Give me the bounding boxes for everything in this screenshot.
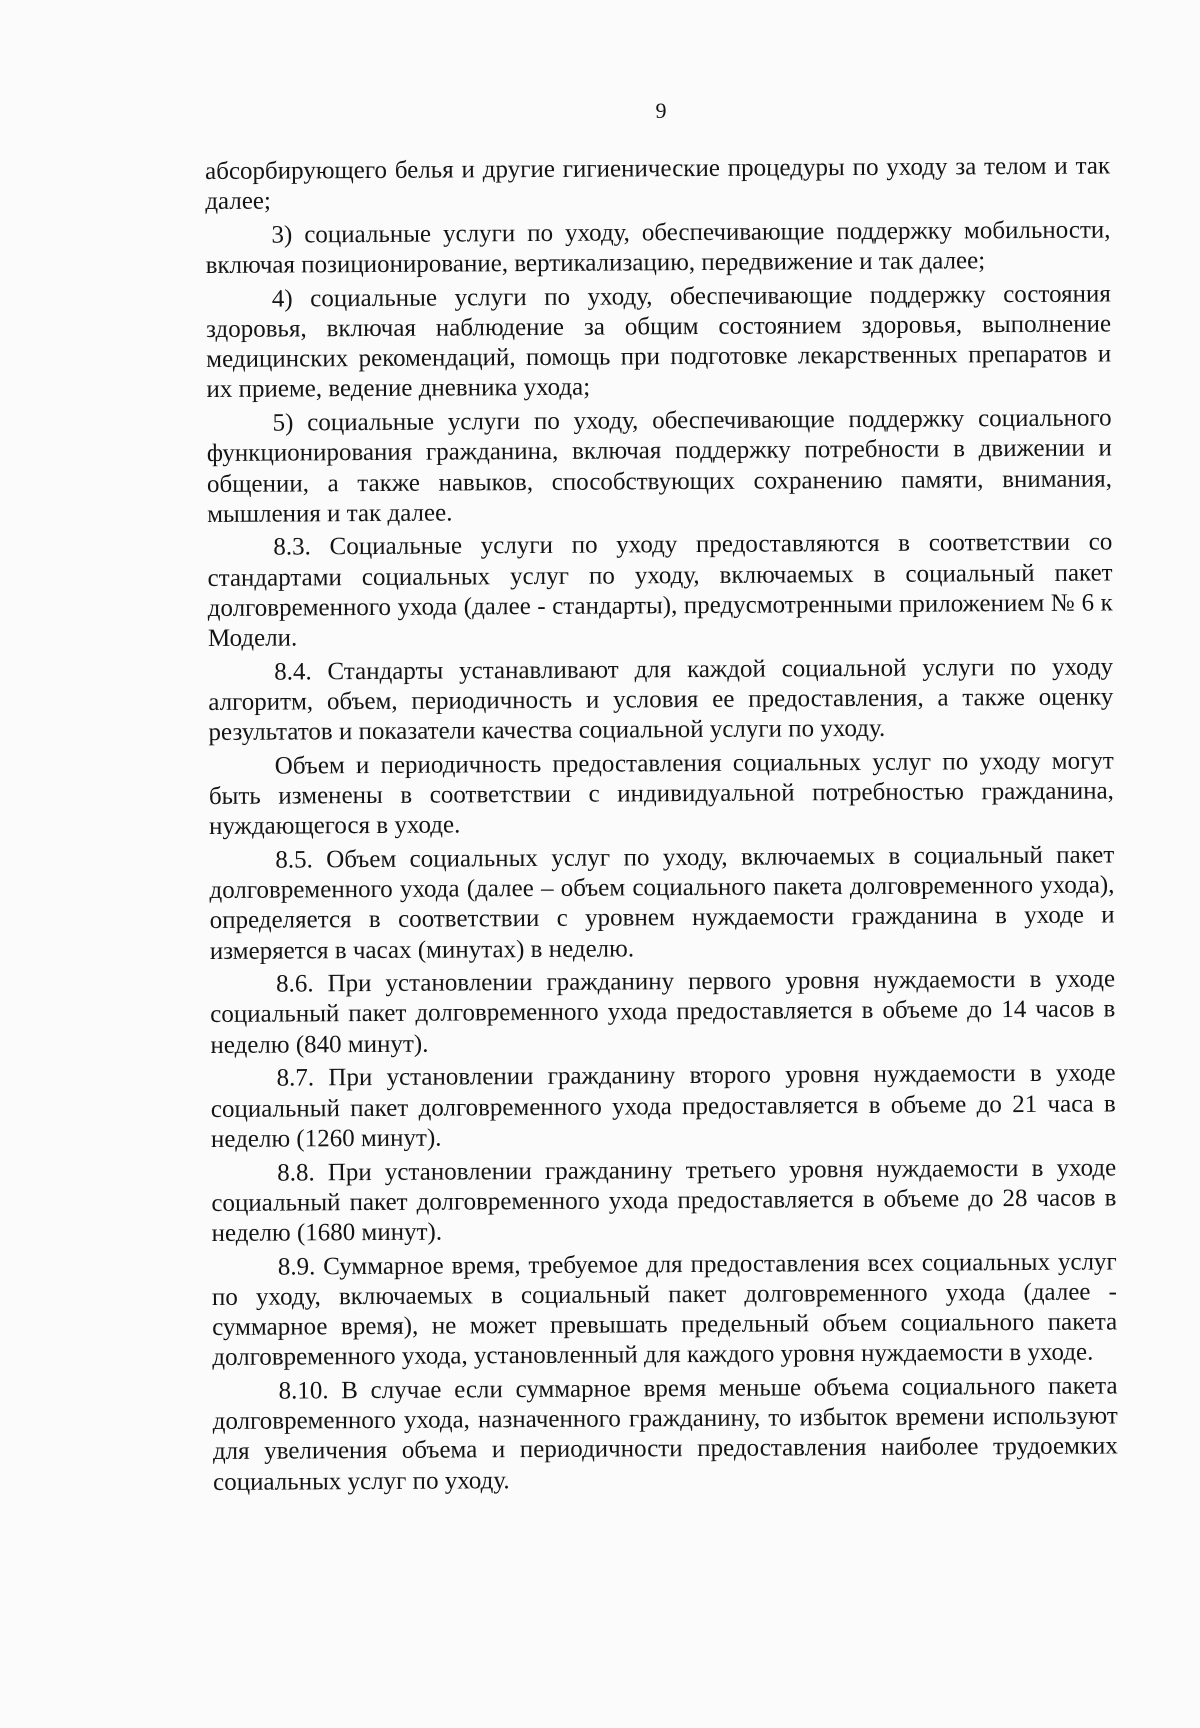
paragraph-8-8: 8.8. При установлении гражданину третьего уровня нуждаемости в уходе социальный пакет долговременного ухода предоставляется в объеме до 28 часов в неделю (1680 минут). [211,1153,1117,1247]
paragraph-8-4-volume: Объем и периодичность предоставления социальных услуг по уходу могут быть изменены в соответствии с индивидуальной потребностью гражданина, нуждающегося в уходе. [208,747,1114,841]
paragraph-8-4: 8.4. Стандарты устанавливают для каждой социальной услуги по уходу алгоритм, объем, периодичность и условия ее предоставления, а также оценку результатов и показатели качества социальной услуги по уходу. [208,653,1114,747]
paragraph-continuation: абсорбирующего белья и другие гигиенические процедуры по уходу за телом и так далее; [205,152,1111,216]
paragraph-8-6: 8.6. При установлении гражданину первого уровня нуждаемости в уходе социальный пакет долговременного ухода предоставляется в объеме до 14 часов в неделю (840 минут). [210,965,1116,1059]
paragraph-8-3: 8.3. Социальные услуги по уходу предоставляются в соответствии со стандартами социальных услуг по уходу, включаемых в социальный пакет долговременного ухода (далее - стандарты), предусмотренными приложением № 6 к Модели. [207,528,1113,653]
paragraph-8-9: 8.9. Суммарное время, требуемое для предоставления всех социальных услуг по уходу, включаемых в социальный пакет долговременного ухода (далее - суммарное время), не может превышать предельный объем социального пакета долговременного ухода, установленный для каждого уровня нуждаемости в уходе. [211,1248,1118,1372]
paragraph-item-3: 3) социальные услуги по уходу, обеспечивающие поддержку мобильности, включая позиционирование, вертикализацию, передвижение и так далее; [205,216,1111,280]
paragraph-8-10: 8.10. В случае если суммарное время меньше объема социального пакета долговременного ухода, назначенного гражданину, то избыток времени используют для увеличения объема и периодичности предоставления наиболее трудоемких социальных услуг по уходу. [212,1372,1118,1496]
paragraph-8-5: 8.5. Объем социальных услуг по уходу, включаемых в социальный пакет долговременного ухода (далее – объем социального пакета долговременного ухода), определяется в соответствии с уровнем нуждаемости гражданина в уходе и измеряется в часах (минутах) в неделю. [209,841,1115,965]
paragraph-8-7: 8.7. При установлении гражданину второго уровня нуждаемости в уходе социальный пакет долговременного ухода предоставляется в объеме до 21 часа в неделю (1260 минут). [210,1059,1116,1153]
document-body [205,151,1118,1501]
paragraph-item-4: 4) социальные услуги по уходу, обеспечивающие поддержку состояния здоровья, включая наблюдение за общим состоянием здоровья, выполнение медицинских рекомендаций, помощь при подготовке лекарственных препаратов и их приеме, ведение дневника ухода; [205,280,1112,404]
paragraph-item-5: 5) социальные услуги по уходу, обеспечивающие поддержку социального функционирования гражданина, включая поддержку потребности в движении и общении, а также навыков, способствующих сохранению памяти, внимания, мышления и так далее. [206,404,1113,528]
page-number: 9 [655,98,667,123]
